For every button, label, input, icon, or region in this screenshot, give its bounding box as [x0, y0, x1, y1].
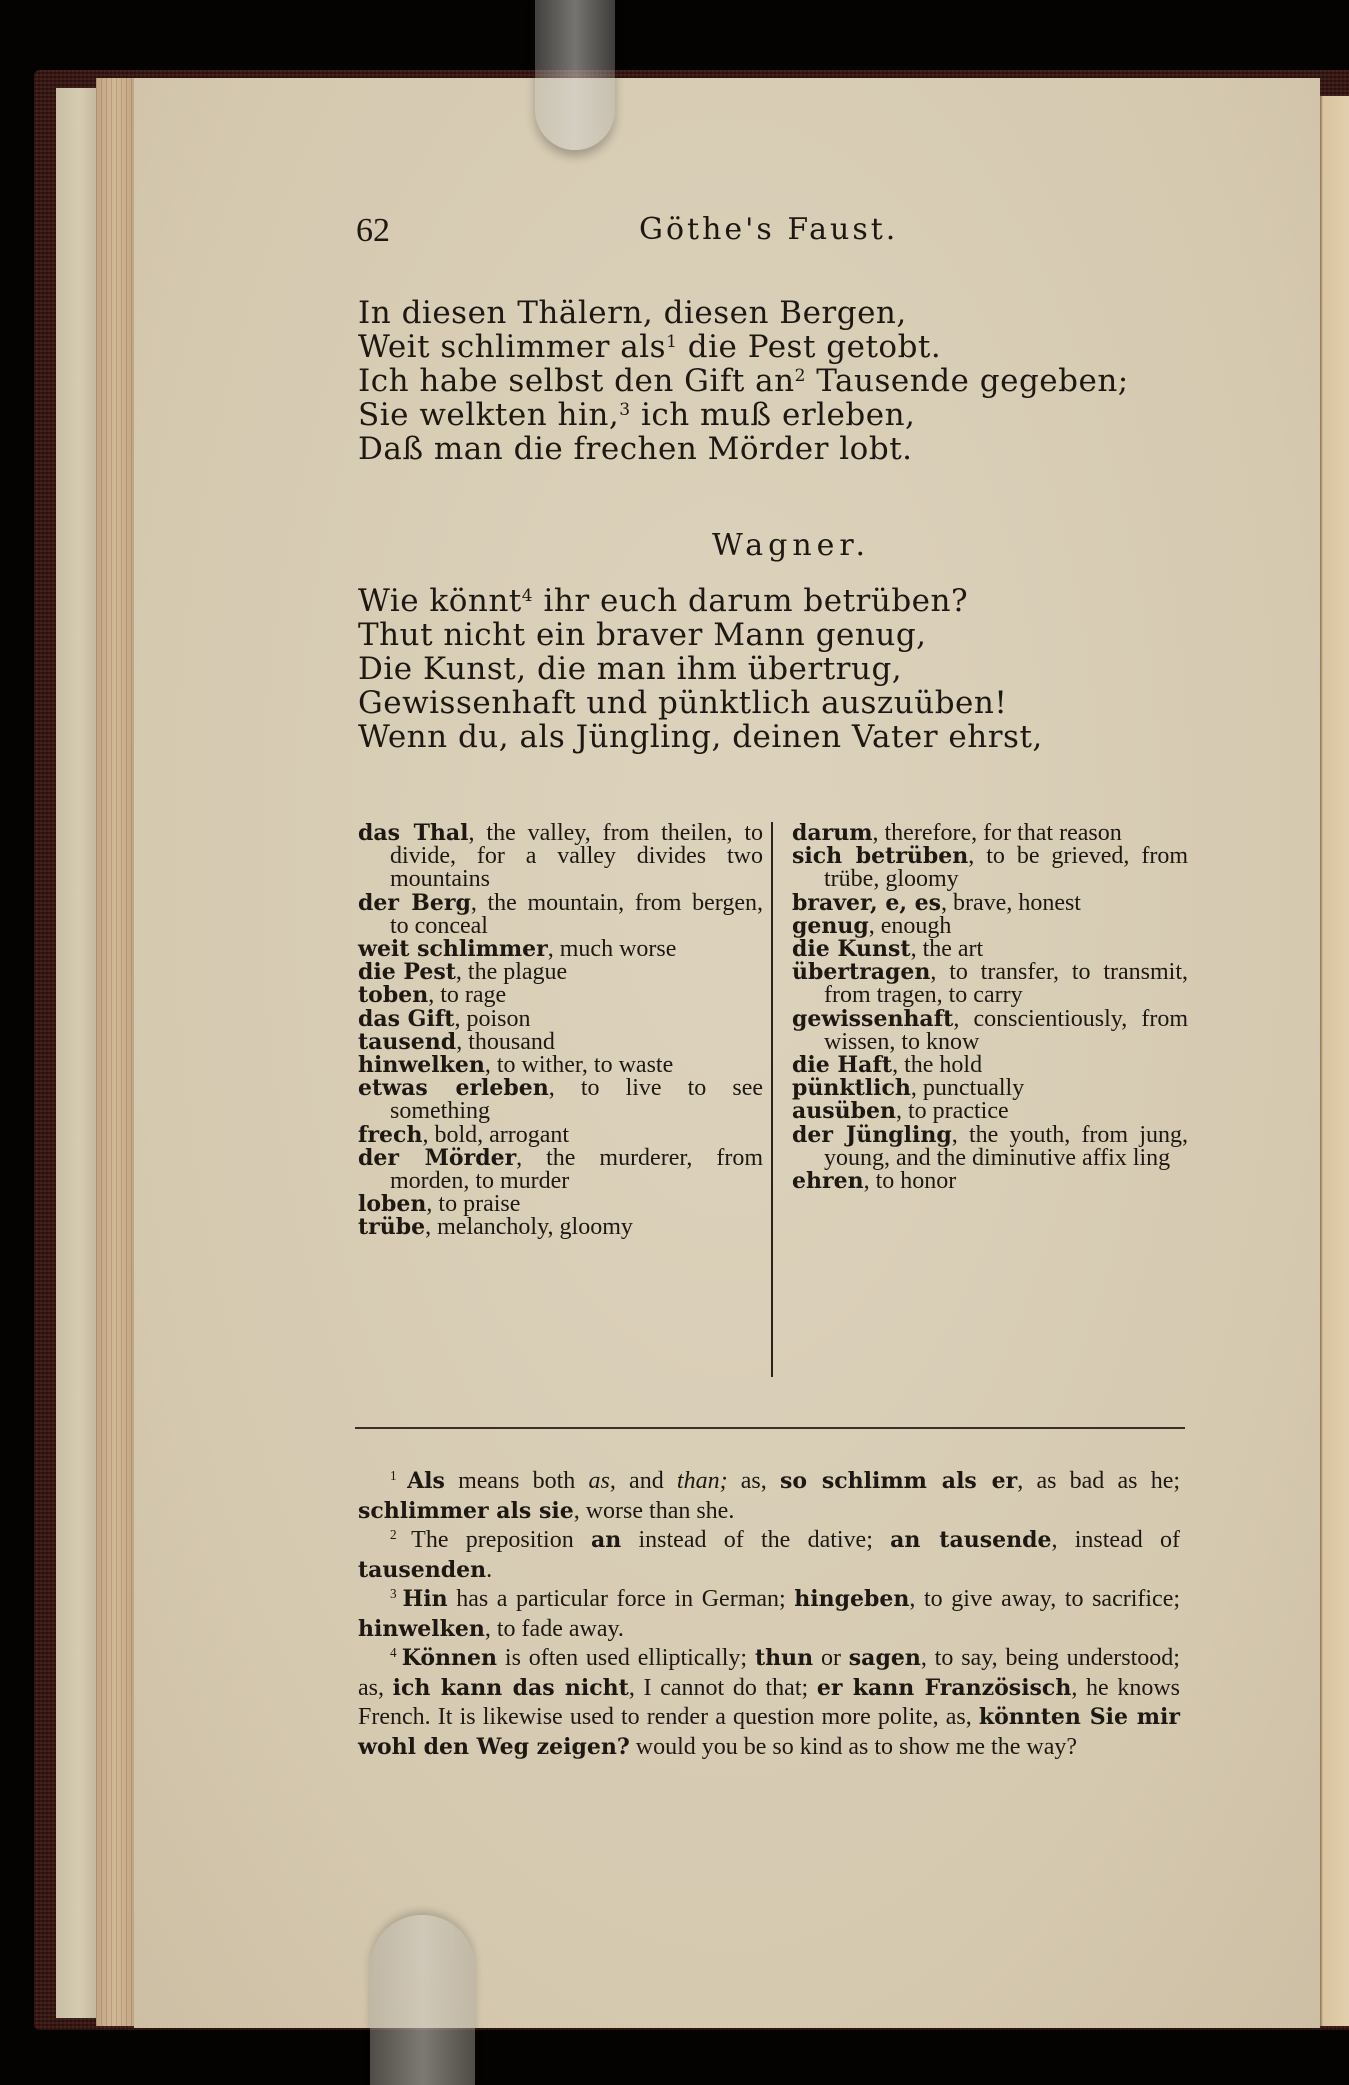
page-number: 62 [356, 212, 390, 249]
glossary-term: ausüben [792, 1098, 897, 1125]
glossary-entry [792, 1121, 1188, 1171]
footnote-marker: 1 [666, 331, 678, 352]
glossary-definition: , to praise [426, 1191, 521, 1218]
glossary-definition: , to live to see something [390, 1075, 763, 1125]
glossary-definition: , conscientiously, from wissen, to know [824, 1005, 1188, 1055]
glossary-entry [792, 1077, 1188, 1100]
endpaper [56, 88, 96, 2018]
verse-line: Thut nicht ein braver Mann genug, [358, 617, 927, 653]
glossary-term: darum [792, 820, 873, 846]
glossary-term: der Berg [358, 889, 471, 916]
glossary-entry [358, 822, 763, 892]
glossary-term: toben [358, 982, 429, 1009]
glossary-entry [358, 938, 763, 961]
verse-line: Wie könnt$^4$ ihr euch darum betrüben? [358, 583, 969, 619]
glossary-definition: , to wither, to waste [484, 1052, 674, 1079]
glossary-entry [358, 1028, 763, 1055]
glossary-entry [358, 1005, 763, 1032]
page-clip-top [535, 0, 615, 150]
glossary-entry [358, 1144, 763, 1195]
glossary-entry [358, 889, 763, 939]
glossary-term: gewissenhaft [792, 1005, 954, 1032]
glossary-definition: , much worse [547, 936, 677, 963]
glossary-entry [792, 889, 1188, 916]
verse-line: Wenn du, als Jüngling, deinen Vater ehrst, [358, 719, 1043, 755]
glossary-definition: , to rage [428, 982, 507, 1009]
glossary-definition: , to be grieved, from trübe, gloomy [824, 843, 1188, 893]
glossary-definition: , therefore, for that reason [872, 820, 1122, 846]
glossary-term: frech [358, 1121, 423, 1148]
glossary-term: ehren [792, 1168, 864, 1195]
glossary-term: trübe [358, 1214, 426, 1241]
glossary-definition: , melancholy, gloomy [425, 1214, 633, 1241]
verse-line: Die Kunst, die man ihm übertrug, [358, 651, 903, 687]
glossary-entry [792, 845, 1188, 891]
glossary-left-column [358, 822, 763, 1240]
glossary-entry [358, 961, 763, 984]
running-title: Göthe's Faust. [639, 212, 899, 247]
glossary-definition: , to practice [896, 1098, 1009, 1125]
glossary-term: loben [358, 1191, 427, 1218]
glossary-right-column [792, 822, 1188, 1193]
glossary-term: sich betrüben [792, 843, 969, 870]
glossary-entry [792, 938, 1188, 961]
page-stack-edges [96, 78, 134, 2026]
glossary-term: hinwelken [358, 1052, 485, 1079]
footnote: $^3$ Hin has a particular force in German; hingeben, to give away, to sacrifice; hinwelken, to fade away. [358, 1586, 1181, 1642]
footnote-number: 4 [390, 1645, 402, 1661]
glossary-definition: , the murderer, from morden, to murder [390, 1144, 763, 1195]
footnotes [358, 1467, 1180, 1762]
glossary-term: das Gift [358, 1005, 455, 1032]
glossary-term: pünktlich [792, 1075, 911, 1102]
verse-block-1 [358, 296, 1129, 466]
footnote-rule [355, 1427, 1185, 1429]
page-clip-bottom [370, 1915, 475, 2085]
glossary-term: genug [792, 912, 869, 939]
glossary-definition: , to honor [863, 1168, 957, 1195]
glossary-definition: , bold, arrogant [422, 1121, 570, 1148]
glossary-term: die Kunst [792, 936, 911, 963]
footnote-marker: 3 [619, 399, 631, 420]
glossary-entry [358, 1193, 763, 1216]
glossary-entry [792, 1054, 1188, 1077]
glossary-entry [792, 1170, 1188, 1193]
footnote: $^2$ The preposition an instead of the dative; an tausende, instead of tausenden. [358, 1527, 1180, 1583]
glossary-entry [358, 1077, 763, 1123]
glossary-definition: , thousand [456, 1028, 555, 1055]
glossary-definition: , punctually [910, 1075, 1025, 1102]
next-page-edge [1320, 96, 1349, 2026]
glossary-definition: , the valley, from theilen, to divide, for a valley divides two mountains [390, 820, 763, 893]
glossary-term: die Pest [358, 959, 456, 986]
verse-block-2 [358, 584, 1043, 754]
verse-line: Gewissenhaft und pünktlich auszuüben! [358, 685, 1008, 721]
glossary-term: das Thal [358, 820, 469, 846]
glossary-definition: , brave, honest [941, 889, 1081, 916]
glossary-entry [358, 1054, 763, 1077]
footnote-marker: 2 [794, 365, 806, 386]
footnote: $^4$ Können is often used elliptically; thun or sagen, to say, being understood; as, ich kann das nicht, I cannot do that; er kann Französisch, he knows French. It is likewise used to render a question more polite, as, könnten Sie mir wohl den Weg zeigen? would you be so kind as to show me the way? [358, 1645, 1180, 1760]
glossary-entry [358, 984, 763, 1007]
glossary-entry [358, 1216, 763, 1239]
verse-line: Ich habe selbst den Gift $an^2$ Tausende gegeben; [358, 363, 1129, 399]
glossary-term: etwas erleben [358, 1075, 549, 1102]
glossary-entry [358, 1121, 763, 1148]
footnote-number: 2 [390, 1527, 412, 1543]
verse-line: Weit schlimmer als$^1$ die Pest getobt. [358, 329, 942, 365]
glossary-definition: , enough [868, 912, 952, 939]
footnote-marker: 4 [521, 585, 534, 606]
glossary-definition: , poison [454, 1005, 531, 1032]
speaker-name: Wagner. [712, 528, 870, 563]
glossary-definition: , the art [910, 936, 984, 963]
glossary-term: tausend [358, 1028, 457, 1055]
glossary-definition: , the hold [892, 1052, 983, 1079]
glossary-term: braver, e, es [792, 889, 942, 916]
glossary-definition: , to transfer, to transmit, from tragen, to carry [824, 959, 1188, 1009]
glossary-term: der Jüngling [792, 1121, 952, 1148]
glossary-term: der Mörder [358, 1144, 517, 1171]
verse-line: In diesen Thälern, diesen Bergen, [358, 295, 907, 331]
page-header [356, 212, 1196, 252]
glossary-entry [792, 822, 1188, 845]
column-divider [771, 822, 773, 1377]
glossary-entry [792, 912, 1188, 939]
glossary-term: übertragen [792, 959, 931, 986]
glossary-definition: , the youth, from jung, young, and the diminutive affix ling [824, 1121, 1188, 1171]
glossary-definition: , the plague [455, 959, 568, 986]
glossary-term: weit schlimmer [358, 936, 548, 963]
footnote: $^1$ Als means both as, and than; as, so schlimm als er, as bad as he; schlimmer als sie, worse than she. [358, 1468, 1181, 1524]
verse-line: Daß man die frechen Mörder lobt. [358, 431, 913, 467]
verse-line: Sie welkten hin,$^3$ ich muß erleben, [358, 397, 916, 433]
glossary-entry [792, 961, 1188, 1007]
footnote-number: 1 [390, 1468, 408, 1484]
glossary-term: die Haft [792, 1052, 893, 1079]
footnote-number: 3 [390, 1586, 403, 1602]
glossary-entry [792, 1005, 1188, 1055]
glossary-entry [792, 1100, 1188, 1123]
glossary-definition: , the mountain, from bergen, to conceal [390, 889, 763, 939]
